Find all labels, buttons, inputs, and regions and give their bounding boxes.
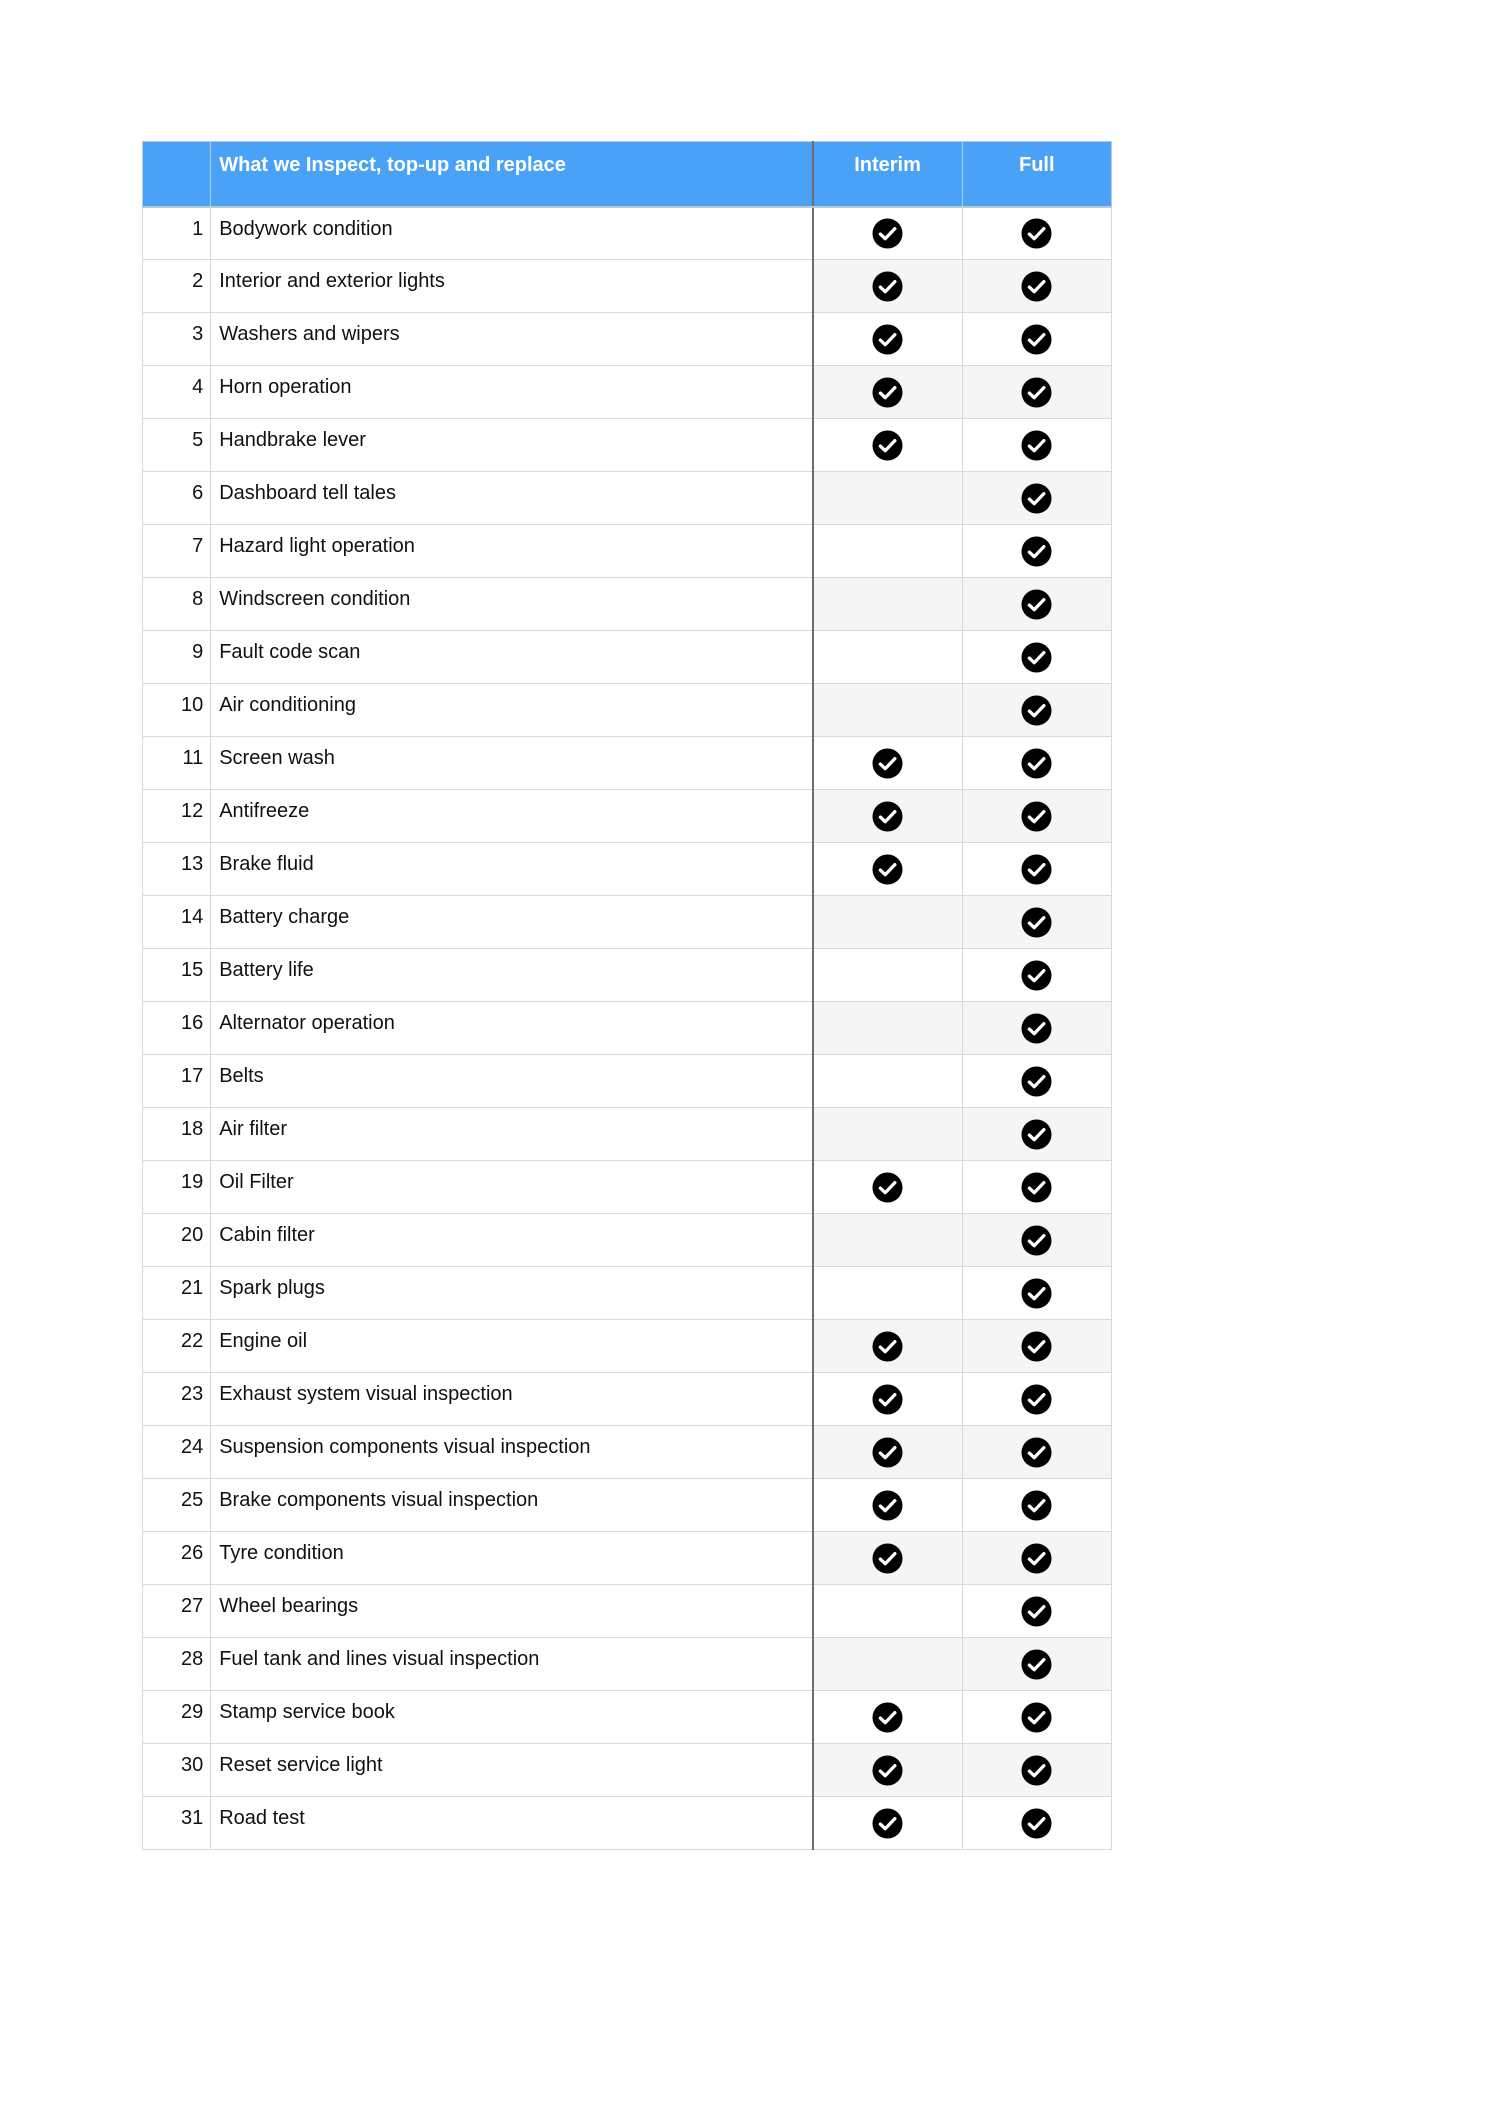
row-interim-cell <box>813 949 962 1002</box>
header-number-cell <box>143 142 211 207</box>
row-number: 15 <box>143 949 211 1002</box>
table-row <box>143 1532 1112 1585</box>
row-interim-cell <box>813 1532 962 1585</box>
row-interim-cell <box>813 419 962 472</box>
row-full-cell <box>962 1638 1111 1691</box>
row-full-cell <box>962 843 1111 896</box>
header-item-cell: What we Inspect, top-up and replace <box>211 142 813 207</box>
row-number: 6 <box>143 472 211 525</box>
check-circle-icon <box>872 377 903 408</box>
row-full-cell <box>962 525 1111 578</box>
row-full-cell <box>962 1214 1111 1267</box>
check-circle-icon <box>1021 483 1052 514</box>
check-circle-icon <box>1021 1013 1052 1044</box>
row-item-label: Belts <box>211 1055 813 1108</box>
table-row <box>143 684 1112 737</box>
row-interim-cell <box>813 631 962 684</box>
table-row <box>143 260 1112 313</box>
row-interim-cell <box>813 1585 962 1638</box>
row-item-label: Hazard light operation <box>211 525 813 578</box>
row-number: 2 <box>143 260 211 313</box>
row-item-label: Road test <box>211 1797 813 1850</box>
check-circle-icon <box>872 1543 903 1574</box>
check-circle-icon <box>1021 1225 1052 1256</box>
row-interim-cell <box>813 1691 962 1744</box>
row-number: 11 <box>143 737 211 790</box>
table-row <box>143 843 1112 896</box>
row-full-cell <box>962 1797 1111 1850</box>
table-row <box>143 1320 1112 1373</box>
table-row <box>143 790 1112 843</box>
row-full-cell <box>962 1373 1111 1426</box>
table-row <box>143 1744 1112 1797</box>
table-row <box>143 207 1112 260</box>
table-row <box>143 631 1112 684</box>
row-item-label: Tyre condition <box>211 1532 813 1585</box>
check-circle-icon <box>1021 1490 1052 1521</box>
row-full-cell <box>962 1320 1111 1373</box>
row-interim-cell <box>813 207 962 260</box>
row-interim-cell <box>813 1479 962 1532</box>
row-interim-cell <box>813 1426 962 1479</box>
row-item-label: Bodywork condition <box>211 207 813 260</box>
table-row <box>143 1161 1112 1214</box>
row-number: 20 <box>143 1214 211 1267</box>
header-row <box>143 142 1112 207</box>
row-full-cell <box>962 1108 1111 1161</box>
row-number: 24 <box>143 1426 211 1479</box>
row-number: 17 <box>143 1055 211 1108</box>
check-circle-icon <box>1021 1702 1052 1733</box>
check-circle-icon <box>1021 1596 1052 1627</box>
table-row <box>143 313 1112 366</box>
row-number: 12 <box>143 790 211 843</box>
row-interim-cell <box>813 896 962 949</box>
row-item-label: Battery charge <box>211 896 813 949</box>
row-item-label: Engine oil <box>211 1320 813 1373</box>
table-row <box>143 1214 1112 1267</box>
row-interim-cell <box>813 684 962 737</box>
row-interim-cell <box>813 1214 962 1267</box>
row-full-cell <box>962 1161 1111 1214</box>
header-full-cell: Full <box>962 142 1111 207</box>
check-circle-icon <box>1021 218 1052 249</box>
row-full-cell <box>962 207 1111 260</box>
service-checklist-table <box>142 141 1112 1850</box>
check-circle-icon <box>1021 1437 1052 1468</box>
row-number: 18 <box>143 1108 211 1161</box>
check-circle-icon <box>872 1172 903 1203</box>
row-number: 4 <box>143 366 211 419</box>
check-circle-icon <box>1021 1119 1052 1150</box>
row-full-cell <box>962 1585 1111 1638</box>
check-circle-icon <box>1021 536 1052 567</box>
check-circle-icon <box>872 1702 903 1733</box>
table-row <box>143 1638 1112 1691</box>
row-item-label: Exhaust system visual inspection <box>211 1373 813 1426</box>
row-item-label: Horn operation <box>211 366 813 419</box>
row-full-cell <box>962 684 1111 737</box>
check-circle-icon <box>1021 695 1052 726</box>
row-interim-cell <box>813 1108 962 1161</box>
row-item-label: Air conditioning <box>211 684 813 737</box>
row-interim-cell <box>813 843 962 896</box>
row-item-label: Air filter <box>211 1108 813 1161</box>
check-circle-icon <box>1021 801 1052 832</box>
table-row <box>143 1426 1112 1479</box>
row-full-cell <box>962 737 1111 790</box>
check-circle-icon <box>1021 748 1052 779</box>
row-interim-cell <box>813 260 962 313</box>
check-circle-icon <box>1021 377 1052 408</box>
row-interim-cell <box>813 366 962 419</box>
check-circle-icon <box>872 1490 903 1521</box>
row-item-label: Handbrake lever <box>211 419 813 472</box>
table-row <box>143 1373 1112 1426</box>
check-circle-icon <box>1021 1649 1052 1680</box>
row-number: 30 <box>143 1744 211 1797</box>
row-full-cell <box>962 949 1111 1002</box>
check-circle-icon <box>1021 642 1052 673</box>
row-full-cell <box>962 313 1111 366</box>
check-circle-icon <box>1021 1331 1052 1362</box>
row-full-cell <box>962 472 1111 525</box>
row-full-cell <box>962 419 1111 472</box>
row-number: 13 <box>143 843 211 896</box>
row-number: 22 <box>143 1320 211 1373</box>
table-row <box>143 1585 1112 1638</box>
row-item-label: Windscreen condition <box>211 578 813 631</box>
check-circle-icon <box>1021 589 1052 620</box>
table-row <box>143 1055 1112 1108</box>
row-interim-cell <box>813 1002 962 1055</box>
row-item-label: Dashboard tell tales <box>211 472 813 525</box>
row-number: 31 <box>143 1797 211 1850</box>
table-row <box>143 578 1112 631</box>
row-interim-cell <box>813 1797 962 1850</box>
row-interim-cell <box>813 790 962 843</box>
check-circle-icon <box>872 801 903 832</box>
table-row <box>143 1267 1112 1320</box>
row-interim-cell <box>813 1320 962 1373</box>
row-item-label: Fuel tank and lines visual inspection <box>211 1638 813 1691</box>
row-number: 9 <box>143 631 211 684</box>
row-full-cell <box>962 896 1111 949</box>
row-interim-cell <box>813 1638 962 1691</box>
check-circle-icon <box>1021 1172 1052 1203</box>
row-item-label: Stamp service book <box>211 1691 813 1744</box>
check-circle-icon <box>872 748 903 779</box>
row-interim-cell <box>813 472 962 525</box>
row-full-cell <box>962 631 1111 684</box>
check-circle-icon <box>872 271 903 302</box>
row-full-cell <box>962 1426 1111 1479</box>
table-header <box>143 142 1112 207</box>
row-number: 19 <box>143 1161 211 1214</box>
row-item-label: Oil Filter <box>211 1161 813 1214</box>
table-row <box>143 366 1112 419</box>
row-item-label: Screen wash <box>211 737 813 790</box>
row-interim-cell <box>813 313 962 366</box>
check-circle-icon <box>1021 854 1052 885</box>
row-interim-cell <box>813 578 962 631</box>
check-circle-icon <box>872 218 903 249</box>
table-row <box>143 737 1112 790</box>
table-row <box>143 525 1112 578</box>
row-item-label: Suspension components visual inspection <box>211 1426 813 1479</box>
row-full-cell <box>962 366 1111 419</box>
row-number: 16 <box>143 1002 211 1055</box>
table-row <box>143 1797 1112 1850</box>
check-circle-icon <box>1021 1808 1052 1839</box>
row-number: 25 <box>143 1479 211 1532</box>
row-interim-cell <box>813 737 962 790</box>
row-item-label: Washers and wipers <box>211 313 813 366</box>
row-interim-cell <box>813 1161 962 1214</box>
row-number: 21 <box>143 1267 211 1320</box>
check-circle-icon <box>872 1808 903 1839</box>
row-number: 29 <box>143 1691 211 1744</box>
check-circle-icon <box>872 324 903 355</box>
row-interim-cell <box>813 1744 962 1797</box>
check-circle-icon <box>1021 1066 1052 1097</box>
row-number: 28 <box>143 1638 211 1691</box>
row-number: 7 <box>143 525 211 578</box>
row-full-cell <box>962 1744 1111 1797</box>
row-full-cell <box>962 1691 1111 1744</box>
row-number: 23 <box>143 1373 211 1426</box>
check-circle-icon <box>1021 1384 1052 1415</box>
row-full-cell <box>962 790 1111 843</box>
row-item-label: Reset service light <box>211 1744 813 1797</box>
table-row <box>143 896 1112 949</box>
row-number: 14 <box>143 896 211 949</box>
table-row <box>143 1479 1112 1532</box>
table-row <box>143 419 1112 472</box>
row-item-label: Spark plugs <box>211 1267 813 1320</box>
row-item-label: Wheel bearings <box>211 1585 813 1638</box>
table-row <box>143 1691 1112 1744</box>
table-row <box>143 1108 1112 1161</box>
row-number: 3 <box>143 313 211 366</box>
row-number: 10 <box>143 684 211 737</box>
check-circle-icon <box>1021 1543 1052 1574</box>
row-number: 8 <box>143 578 211 631</box>
check-circle-icon <box>872 854 903 885</box>
row-number: 27 <box>143 1585 211 1638</box>
check-circle-icon <box>1021 1755 1052 1786</box>
check-circle-icon <box>872 1331 903 1362</box>
check-circle-icon <box>872 430 903 461</box>
row-item-label: Fault code scan <box>211 631 813 684</box>
row-item-label: Antifreeze <box>211 790 813 843</box>
row-item-label: Interior and exterior lights <box>211 260 813 313</box>
table-row <box>143 949 1112 1002</box>
check-circle-icon <box>1021 324 1052 355</box>
row-full-cell <box>962 1479 1111 1532</box>
check-circle-icon <box>1021 430 1052 461</box>
row-number: 1 <box>143 207 211 260</box>
row-interim-cell <box>813 1373 962 1426</box>
row-item-label: Cabin filter <box>211 1214 813 1267</box>
row-interim-cell <box>813 525 962 578</box>
row-number: 26 <box>143 1532 211 1585</box>
row-full-cell <box>962 1532 1111 1585</box>
row-interim-cell <box>813 1267 962 1320</box>
row-item-label: Alternator operation <box>211 1002 813 1055</box>
table-row <box>143 472 1112 525</box>
check-circle-icon <box>872 1437 903 1468</box>
check-circle-icon <box>1021 907 1052 938</box>
check-circle-icon <box>1021 960 1052 991</box>
check-circle-icon <box>872 1384 903 1415</box>
row-full-cell <box>962 260 1111 313</box>
header-interim-cell: Interim <box>813 142 962 207</box>
row-item-label: Battery life <box>211 949 813 1002</box>
row-full-cell <box>962 578 1111 631</box>
check-circle-icon <box>1021 1278 1052 1309</box>
table-body <box>143 207 1112 1850</box>
check-circle-icon <box>872 1755 903 1786</box>
row-interim-cell <box>813 1055 962 1108</box>
row-full-cell <box>962 1267 1111 1320</box>
row-full-cell <box>962 1055 1111 1108</box>
table-row <box>143 1002 1112 1055</box>
row-number: 5 <box>143 419 211 472</box>
row-item-label: Brake fluid <box>211 843 813 896</box>
row-item-label: Brake components visual inspection <box>211 1479 813 1532</box>
row-full-cell <box>962 1002 1111 1055</box>
check-circle-icon <box>1021 271 1052 302</box>
